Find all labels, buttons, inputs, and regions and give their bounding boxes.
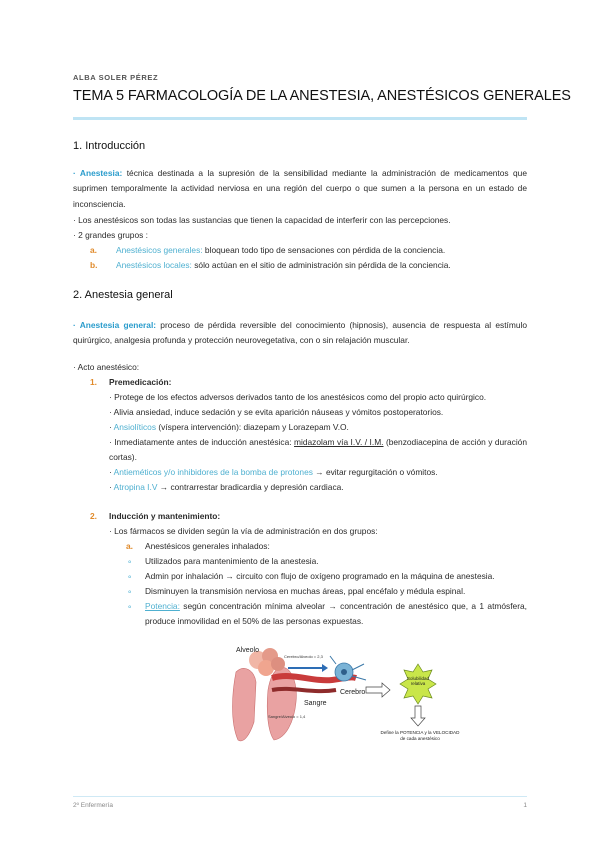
group-b-term: Anestésicos locales:	[116, 260, 192, 270]
section-heading-introduccion: 1. Introducción	[73, 140, 146, 152]
bullet-icon: ∘	[127, 571, 133, 581]
bullet-icon: ∘	[127, 556, 133, 566]
potencia-text: según concentración mínima alveolar → concentración de anestésico que, a 1 atmósfera, produce inmovilidad en el 50% de las personas expuestas.	[145, 601, 527, 627]
footer-course: 2º Enfermería	[73, 802, 113, 809]
label-solubilidad: Solubilidad relativa	[406, 676, 430, 686]
atropina-text: → contrarrestar bradicardia y depresión cardiaca.	[157, 482, 344, 492]
premedicacion-title: Premedicación:	[109, 377, 172, 387]
anestesia-general-text: proceso de pérdida reversible del conocimiento (hipnosis), ausencia de respuesta al estímulo quirúrgico, analgesia profunda y protección neurovegetativa, con o sin relajación muscular.	[73, 320, 527, 346]
section-heading-anestesia-general: 2. Anestesia general	[73, 289, 173, 301]
neuron-nucleus	[341, 669, 347, 675]
midazolam-underlined: midazolam vía I.V. / I.M.	[294, 437, 384, 447]
induccion-title: Inducción y mantenimiento:	[109, 511, 221, 521]
premed-line-2: · Alivia ansiedad, induce sedación y se evita aparición náuseas y vómitos postoperatorios.	[109, 407, 444, 417]
inhalados-bullet-3: Disminuyen la transmisión nerviosa en muchas áreas, ppal encéfalo y médula espinal.	[145, 586, 466, 596]
footer-page-number: 1	[523, 802, 527, 809]
page-title: TEMA 5 FARMACOLOGÍA DE LA ANESTESIA, ANESTÉSICOS GENERALES	[73, 88, 571, 104]
anestesia-term: · Anestesia:	[73, 168, 123, 178]
premed-antiemeticos: · Antieméticos y/o inhibidores de la bomba de protones → evitar regurgitación o vómitos.	[109, 467, 438, 477]
label-cerebro: Cerebro	[340, 689, 366, 696]
group-b-item	[116, 258, 451, 273]
premed-ansioliticos: · Ansiolíticos (víspera intervención): diazepam y Lorazepam V.O.	[109, 422, 349, 432]
anestesia-general-definition	[73, 318, 527, 349]
flow-arrowhead	[322, 664, 328, 672]
inhalados-title: Anestésicos generales inhalados:	[145, 541, 270, 551]
lung-left	[233, 668, 257, 741]
label-sangre: Sangre	[304, 700, 327, 707]
ansioliticos-text: (víspera intervención): diazepam y Lorazepam V.O.	[156, 422, 349, 432]
arrow-down-icon	[411, 706, 425, 726]
inhalados-bullet-2: Admin por inhalación → circuito con flujo de oxígeno programado en la máquina de anestesia.	[145, 571, 495, 581]
group-b-text: sólo actúan en el sitio de administración sin pérdida de la conciencia.	[191, 260, 451, 270]
bullet-icon: ∘	[127, 601, 133, 611]
inmediatamente-pre: · Inmediatamente antes de inducción anestésica:	[109, 437, 295, 447]
group-b-marker: b.	[90, 260, 98, 270]
ansioliticos-term: Ansiolíticos	[113, 422, 157, 432]
label-alveolo: Alveolo	[236, 647, 259, 654]
anestesia-definition	[73, 166, 527, 212]
antiemeticos-term: Antieméticos y/o inhibidores de la bomba de protones	[113, 467, 313, 477]
blood-vessel	[272, 689, 336, 691]
group-a-term: Anestésicos generales:	[116, 245, 203, 255]
footer-divider	[73, 796, 527, 797]
atropina-term: Atropina I.V	[113, 482, 158, 492]
inhalados-potencia	[145, 599, 527, 630]
anesthetic-solubility-diagram	[232, 642, 464, 762]
label-sangre-alveolo: Sangre/Alveolo = 1,4	[268, 714, 306, 719]
sub-a-marker: a.	[126, 541, 133, 551]
premed-inmediatamente	[109, 435, 527, 466]
anestesicos-line: · Los anestésicos son todas las sustancias que tienen la capacidad de interferir con las percepciones.	[73, 215, 451, 225]
group-a-marker: a.	[90, 245, 97, 255]
acto-anestesico: · Acto anestésico:	[73, 362, 140, 372]
potencia-term: Potencia:	[145, 601, 180, 611]
inhalados-bullet-1: Utilizados para mantenimiento de la anestesia.	[145, 556, 319, 566]
solubility-label-wrap	[403, 676, 433, 694]
inmediatamente-post: (benzodiacepina de acción y duración cortas).	[109, 437, 527, 463]
bullet-icon: ∘	[127, 586, 133, 596]
anestesia-text: técnica destinada a la supresión de la sensibilidad mediante la administración de medicamentos que suprimen temporalmente la actividad nerviosa en una región del cuerpo o que sumen a la persona en un estado de inconsciencia.	[73, 168, 527, 209]
figure-caption: Define la POTENCIA y la VELOCIDAD de cada anestésico	[380, 730, 460, 741]
item2-marker: 2.	[90, 511, 97, 521]
group-a-item	[116, 243, 445, 258]
arrow-right-icon	[366, 683, 390, 697]
anestesia-general-term: · Anestesia general:	[73, 320, 157, 330]
induccion-intro: · Los fármacos se dividen según la vía de administración en dos grupos:	[109, 526, 378, 536]
item1-marker: 1.	[90, 377, 97, 387]
caption-wrap	[380, 730, 460, 750]
title-divider	[73, 117, 527, 120]
premed-line-1: · Protege de los efectos adversos derivados tanto de los anestésicos como del propio acto quirúrgico.	[109, 392, 487, 402]
grupos-line: · 2 grandes grupos :	[73, 230, 148, 240]
alveolus	[271, 657, 285, 671]
premed-atropina: · Atropina I.V → contrarrestar bradicardia y depresión cardiaca.	[109, 482, 344, 492]
author-name: ALBA SOLER PÉREZ	[73, 73, 159, 82]
antiemeticos-text: → evitar regurgitación o vómitos.	[312, 467, 438, 477]
group-a-text: bloquean todo tipo de sensaciones con pérdida de la conciencia.	[202, 245, 446, 255]
label-cerebro-alveolo: Cerebro/Alveolo = 2,3	[284, 654, 323, 659]
